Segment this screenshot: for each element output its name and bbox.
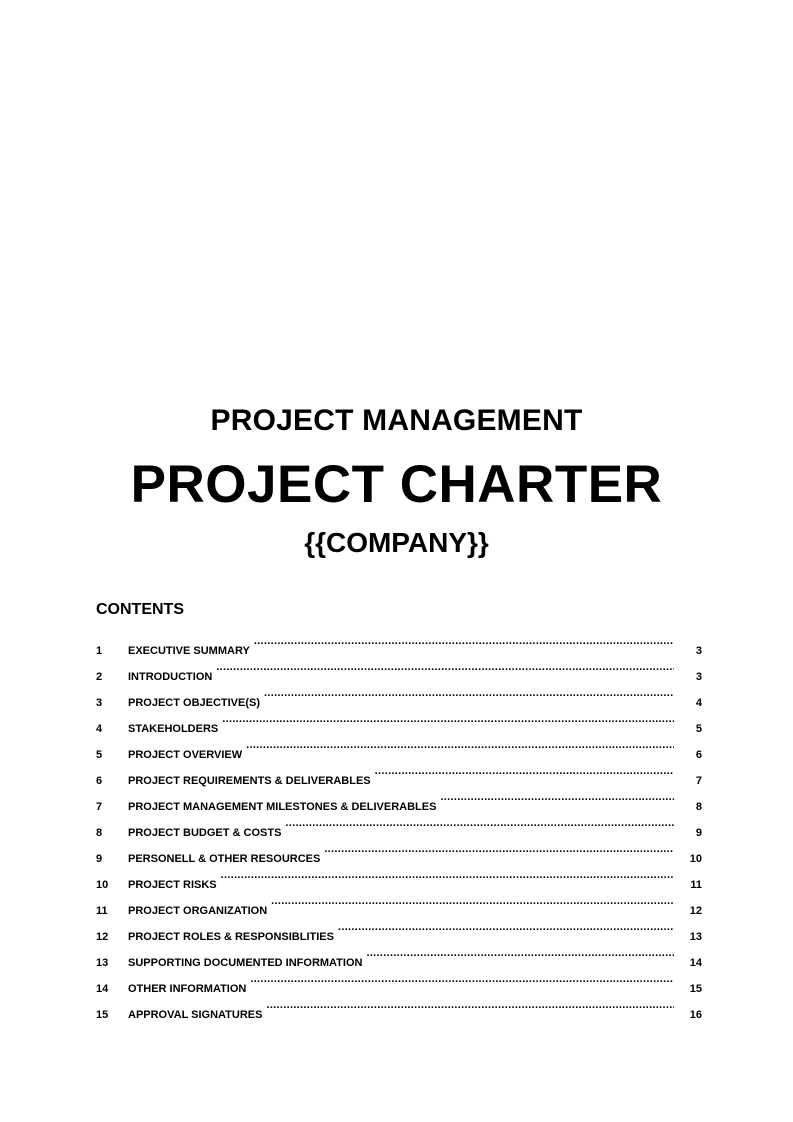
toc-number: 3: [96, 697, 103, 709]
toc-label: PROJECT ORGANIZATION: [128, 905, 268, 917]
toc-number: 14: [96, 983, 109, 995]
toc-label: STAKEHOLDERS: [128, 723, 219, 735]
toc-number: 11: [96, 905, 108, 917]
toc-label: PROJECT MANAGEMENT MILESTONES & DELIVERABLES: [128, 801, 437, 813]
toc-number: 2: [96, 671, 103, 683]
toc-number: 9: [96, 853, 103, 865]
toc-page-number: 12: [689, 905, 702, 917]
toc-label: APPROVAL SIGNATURES: [128, 1009, 263, 1021]
toc-dot-leader: [254, 628, 674, 654]
toc-dot-leader: [285, 810, 674, 836]
toc-dot-leader: [216, 654, 674, 680]
toc-dot-leader: [264, 680, 674, 706]
toc-label: PROJECT REQUIREMENTS & DELIVERABLES: [128, 775, 371, 787]
toc-page-number: 10: [689, 853, 702, 865]
toc-page-number: 4: [695, 697, 702, 709]
toc-number: 12: [96, 931, 109, 943]
contents-heading: CONTENTS: [96, 601, 184, 618]
toc-dot-leader: [324, 836, 674, 862]
toc-page-number: 3: [695, 671, 702, 683]
toc-number: 8: [96, 827, 103, 839]
toc-dot-leader: [338, 914, 674, 940]
toc-dot-leader: [250, 966, 674, 992]
toc-number: 1: [96, 645, 103, 657]
toc-number: 15: [96, 1009, 109, 1021]
toc-number: 4: [96, 723, 103, 735]
toc-page-number: 7: [695, 775, 702, 787]
toc-page-number: 11: [690, 879, 702, 891]
toc-dot-leader: [366, 940, 674, 966]
toc-dot-leader: [271, 888, 674, 914]
toc-dot-leader: [440, 784, 674, 810]
document-subtitle: PROJECT MANAGEMENT: [210, 404, 583, 437]
toc-page-number: 9: [695, 827, 702, 839]
toc-dot-leader: [375, 758, 674, 784]
toc-entry-1[interactable]: [96, 628, 702, 657]
table-of-contents: [96, 628, 702, 1021]
toc-page-number: 6: [695, 749, 702, 761]
toc-number: 10: [96, 879, 109, 891]
toc-page-number: 13: [689, 931, 702, 943]
toc-label: PROJECT RISKS: [128, 879, 217, 891]
toc-dot-leader: [221, 862, 674, 888]
toc-label: OTHER INFORMATION: [128, 983, 247, 995]
toc-page-number: 3: [695, 645, 702, 657]
toc-dot-leader: [266, 992, 674, 1018]
toc-label: PROJECT BUDGET & COSTS: [128, 827, 282, 839]
toc-label: PROJECT OVERVIEW: [128, 749, 243, 761]
toc-number: 7: [96, 801, 103, 813]
company-placeholder: {{COMPANY}}: [304, 527, 489, 558]
toc-number: 6: [96, 775, 103, 787]
toc-label: PROJECT OBJECTIVE(S): [128, 697, 261, 709]
toc-dot-leader: [222, 706, 674, 732]
document-title: PROJECT CHARTER: [130, 455, 663, 514]
toc-page-number: 8: [695, 801, 702, 813]
toc-label: EXECUTIVE SUMMARY: [128, 645, 250, 657]
toc-number: 5: [96, 749, 103, 761]
toc-page-number: 14: [689, 957, 702, 969]
toc-page-number: 16: [689, 1009, 702, 1021]
toc-number: 13: [96, 957, 109, 969]
toc-dot-leader: [246, 732, 674, 758]
toc-page-number: 15: [689, 983, 702, 995]
toc-page-number: 5: [695, 723, 702, 735]
toc-label: PERSONELL & OTHER RESOURCES: [128, 853, 321, 865]
toc-label: SUPPORTING DOCUMENTED INFORMATION: [128, 957, 363, 969]
toc-label: PROJECT ROLES & RESPONSIBLITIES: [128, 931, 334, 943]
toc-label: INTRODUCTION: [128, 671, 213, 683]
